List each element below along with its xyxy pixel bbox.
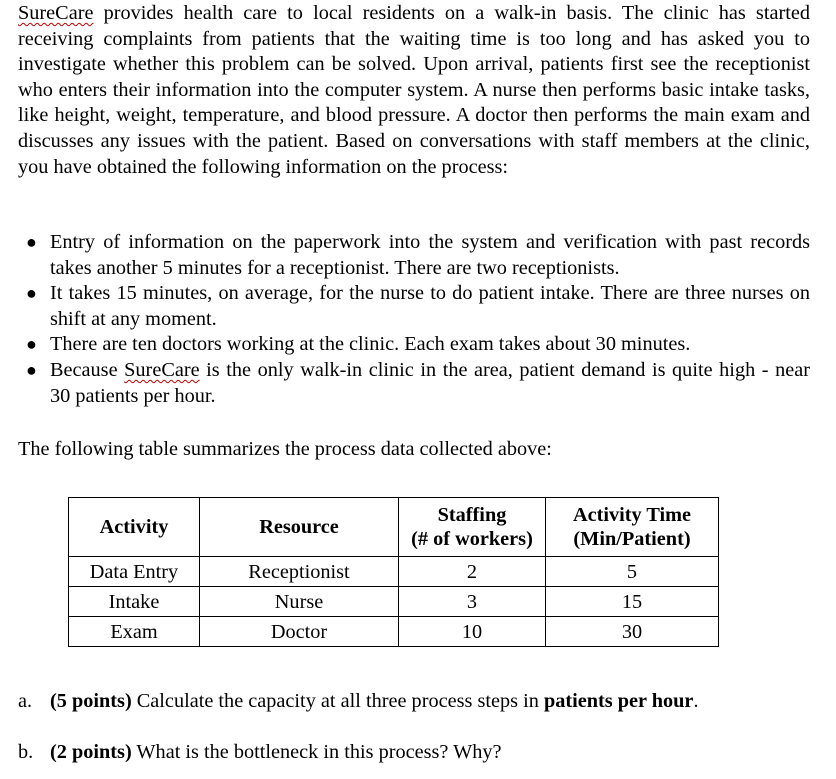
header-staffing: Staffing (# of workers) — [399, 498, 546, 557]
cell-staffing: 10 — [399, 617, 546, 647]
bullet-item — [18, 358, 810, 409]
question-text: What is the bottleneck in this process? Why? — [131, 741, 502, 763]
cell-activity: Data Entry — [69, 557, 200, 587]
question-b — [18, 740, 502, 766]
info-bullet-list — [18, 230, 810, 409]
brand-name: SureCare — [18, 2, 94, 24]
cell-resource: Doctor — [200, 617, 399, 647]
bullet-item — [18, 230, 810, 281]
process-data-table — [68, 497, 719, 647]
bullet-text-pre: Because — [50, 358, 125, 381]
question-label: a. — [18, 690, 33, 712]
question-points: (2 points) — [50, 741, 132, 763]
question-emphasis: patients per hour — [543, 690, 694, 712]
cell-time: 5 — [546, 557, 719, 587]
table-row — [69, 557, 719, 587]
question-points: (5 points) — [50, 690, 132, 712]
bullet-text: Entry of information on the paperwork into the system and verification with past records takes another 5 minutes for a receptionist. There are two receptionists. — [50, 231, 810, 279]
bullet-icon: ● — [26, 283, 37, 304]
bullet-item — [18, 332, 810, 358]
cell-activity: Intake — [69, 587, 200, 617]
table-row — [69, 587, 719, 617]
question-a — [18, 689, 699, 715]
bullet-icon: ● — [26, 232, 37, 252]
cell-resource: Nurse — [200, 587, 399, 617]
table-row — [69, 617, 719, 647]
question-label: b. — [18, 741, 34, 763]
intro-paragraph — [18, 1, 810, 180]
bullet-item — [18, 281, 810, 332]
cell-resource: Receptionist — [200, 557, 399, 587]
bullet-text-post: is the only walk-in clinic in the area, patient demand is quite high - near 30 patients per hour. — [50, 358, 810, 407]
bullet-icon: ● — [26, 334, 37, 355]
brand-name: SureCare — [124, 358, 200, 381]
bullet-text: There are ten doctors working at the clinic. Each exam takes about 30 minutes. — [50, 333, 691, 356]
question-text-end: . — [693, 690, 699, 712]
header-resource: Resource — [200, 498, 399, 557]
cell-activity: Exam — [69, 617, 200, 647]
cell-time: 15 — [546, 587, 719, 617]
cell-staffing: 2 — [399, 557, 546, 587]
question-text: Calculate the capacity at all three process steps in — [131, 690, 544, 712]
bullet-text: It takes 15 minutes, on average, for the nurse to do patient intake. There are three nurses on shift at any moment. — [50, 282, 810, 330]
cell-time: 30 — [546, 617, 719, 647]
header-activity-time: Activity Time (Min/Patient) — [546, 498, 719, 557]
bullet-icon: ● — [26, 359, 37, 380]
header-activity: Activity — [69, 498, 200, 557]
cell-staffing: 3 — [399, 587, 546, 617]
table-header-row — [69, 498, 719, 557]
intro-text: provides health care to local residents on a walk-in basis. The clinic has started receiving complaints from patients that the waiting time is too long and has asked you to investigate whether this problem can be solved. Upon arrival, patients first see the receptionist who enters their information into the computer system. A nurse then performs basic intake tasks, like height, weight, temperature, and blood pressure. A doctor then performs the main exam and discusses any issues with the patient. Based on conversations with staff members at the clinic, you have obtained the following information on the process: — [18, 2, 810, 178]
table-intro-text: The following table summarizes the process data collected above: — [18, 438, 552, 460]
